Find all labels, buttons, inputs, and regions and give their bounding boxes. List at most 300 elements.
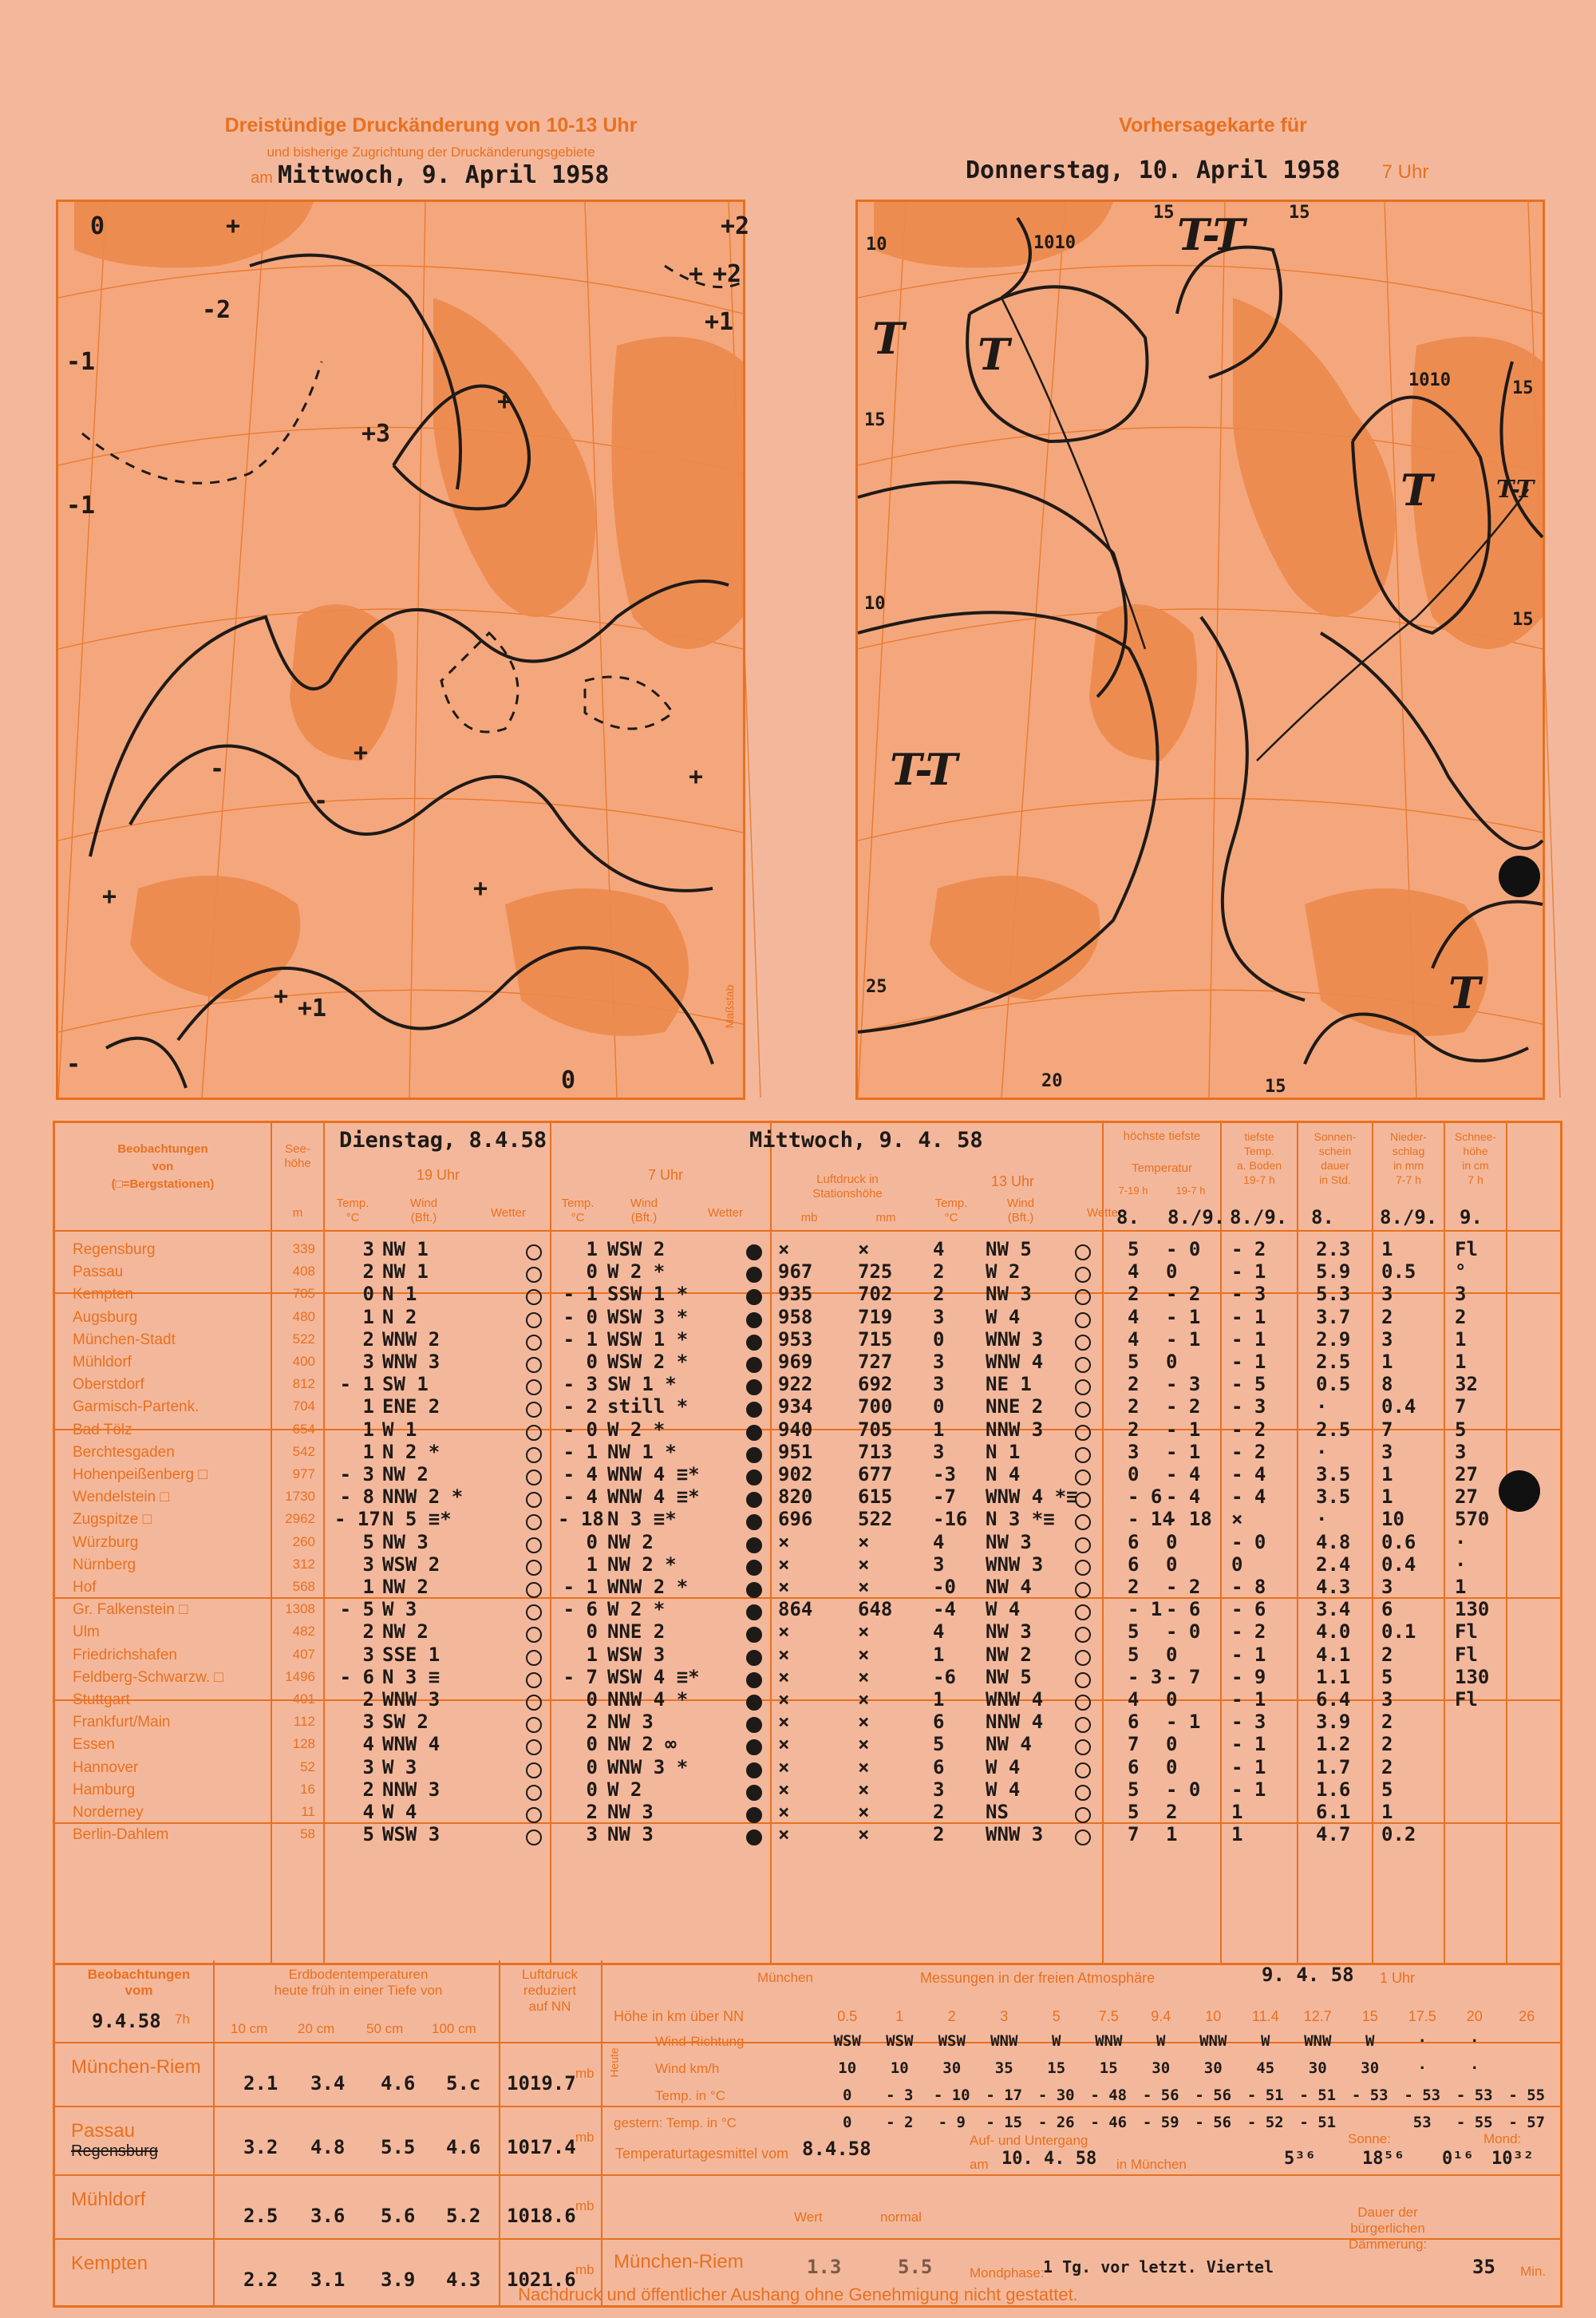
atmo-tc: - 53	[1456, 2087, 1493, 2104]
atmo-wk: ·	[1470, 2059, 1479, 2077]
atmo-tc: - 17	[986, 2087, 1023, 2104]
cell-mb: ×	[778, 1530, 790, 1553]
cell-bod: - 3	[1231, 1711, 1266, 1734]
cell-rr: 3	[1381, 1440, 1393, 1463]
weather-symbol-sym13	[1075, 1425, 1091, 1441]
cell-w7: WSW 2	[607, 1238, 666, 1260]
cell-max: 7	[1128, 1733, 1140, 1756]
cell-w19: ENE 2	[382, 1395, 440, 1418]
weather-symbol-sym13	[1075, 1379, 1091, 1395]
atmo-wr: ·	[1470, 2032, 1479, 2050]
cell-min: - 7	[1166, 1665, 1201, 1688]
svg-text:+1: +1	[705, 308, 734, 336]
weather-symbol-sym13	[1075, 1560, 1091, 1576]
station-height: 1496	[285, 1668, 315, 1684]
cell-rr: 0.6	[1381, 1530, 1416, 1553]
sonne-unter: 18⁵⁶	[1362, 2149, 1404, 2169]
cell-w7: NW 2	[607, 1530, 654, 1553]
cell-max: - 3	[1128, 1665, 1163, 1688]
hdr-7uhr: 7 Uhr	[647, 1167, 683, 1183]
station-name: Passau	[73, 1264, 124, 1281]
weather-symbol-sym13	[1075, 1289, 1091, 1305]
station-height: 16	[300, 1781, 315, 1797]
cell-max: 5	[1128, 1620, 1140, 1644]
cell-t7: - 18	[558, 1508, 604, 1531]
punch-hole-top	[1499, 856, 1540, 897]
cell-t13: -6	[933, 1665, 956, 1688]
svg-text:+: +	[102, 883, 117, 911]
cell-bod: - 1	[1231, 1351, 1266, 1373]
hdr-wind7: Wind (Bft.)	[630, 1197, 658, 1224]
mb-unit: mb	[575, 2262, 595, 2277]
cell-mb: 696	[778, 1508, 813, 1531]
cell-max: 6	[1128, 1755, 1140, 1778]
cell-w7: NW 2 *	[607, 1553, 677, 1576]
cell-t13: 3	[933, 1305, 945, 1328]
wind-richtung-label: Wind-Richtung	[655, 2034, 745, 2049]
cell-t19: 5	[362, 1823, 374, 1846]
weather-symbol-sym7	[746, 1312, 762, 1328]
cell-t7: - 3	[563, 1373, 598, 1396]
cell-mm: ×	[858, 1553, 870, 1576]
svg-text:-: -	[210, 755, 225, 783]
dauer-label: Dauer der bürgerlichen Dämmerung:	[1348, 2205, 1428, 2252]
cell-t13: 3	[933, 1440, 945, 1463]
weather-symbol-sym7	[746, 1335, 762, 1351]
svg-text:-1: -1	[66, 492, 96, 520]
atmo-tg: 0	[843, 2114, 852, 2131]
weather-symbol-sym13	[1075, 1514, 1091, 1530]
weather-symbol-sym7	[746, 1425, 762, 1441]
cell-max: 2	[1128, 1283, 1140, 1306]
weather-symbol-sym13	[1075, 1829, 1091, 1845]
left-map-am: am	[251, 169, 273, 187]
hdr-range2: 19-7 h	[1175, 1185, 1206, 1197]
weather-symbol-sym13	[1075, 1739, 1091, 1755]
weather-symbol-sym19	[526, 1312, 542, 1328]
weather-symbol-sym13	[1075, 1785, 1091, 1801]
svg-text:+: +	[473, 875, 488, 903]
mb-unit: mb	[575, 2130, 595, 2145]
station-height: 704	[292, 1398, 315, 1414]
cell-bod: - 3	[1231, 1395, 1266, 1418]
cell-t7: 2	[586, 1711, 598, 1734]
soil-value: 1021.6	[507, 2269, 576, 2291]
cell-bod: - 6	[1231, 1598, 1266, 1621]
cell-t7: 0	[586, 1778, 598, 1801]
cell-w7: SW 1 *	[607, 1373, 677, 1396]
svg-text:-1: -1	[66, 348, 96, 376]
station-name: Frankfurt/Main	[73, 1714, 171, 1731]
cell-max: 2	[1128, 1395, 1140, 1418]
weather-symbol-sym13	[1075, 1762, 1091, 1778]
cell-w19: SW 2	[382, 1711, 429, 1734]
station-height: 482	[292, 1624, 315, 1640]
cell-max: 3	[1128, 1440, 1140, 1463]
in-muenchen-label: in München	[1116, 2157, 1187, 2172]
dauer-value: 35	[1472, 2256, 1495, 2278]
svg-text:15: 15	[1512, 610, 1534, 630]
cell-max: - 6	[1128, 1485, 1163, 1509]
station-height: 542	[292, 1443, 315, 1459]
atmo-wr: W	[1365, 2032, 1375, 2050]
weather-symbol-sym7	[746, 1829, 762, 1845]
atmo-tg: - 55	[1456, 2114, 1493, 2131]
cell-w7: W 2 *	[607, 1598, 666, 1621]
soil-value: 2.1	[243, 2072, 279, 2095]
cell-t13: 4	[933, 1238, 945, 1260]
svg-text:15: 15	[1265, 1077, 1286, 1097]
atmo-heights: 3	[1000, 2008, 1009, 2024]
atmo-wk: 10	[838, 2059, 857, 2077]
cell-w13: NNW 3	[986, 1418, 1044, 1441]
weather-symbol-sym19	[526, 1335, 542, 1351]
cell-bod: - 2	[1231, 1620, 1266, 1644]
weather-symbol-sym7	[746, 1379, 762, 1395]
atmo-heights: 11.4	[1251, 2008, 1279, 2024]
left-map	[56, 200, 750, 1100]
atmo-heights: 10	[1205, 2008, 1222, 2024]
cell-rr: 10	[1381, 1508, 1404, 1531]
cell-sn: 1	[1455, 1327, 1467, 1351]
cell-mm: 700	[858, 1395, 893, 1418]
cell-w13: NE 1	[986, 1373, 1032, 1396]
cell-bod: - 0	[1231, 1530, 1266, 1553]
cell-rr: 7	[1381, 1418, 1393, 1441]
atmo-tc: - 10	[933, 2087, 970, 2104]
soil-value: 2.2	[243, 2269, 279, 2291]
cell-mm: 719	[858, 1305, 893, 1328]
station-height: 52	[300, 1758, 315, 1774]
cell-mb: ×	[778, 1553, 790, 1576]
atmo-tg: - 57	[1508, 2114, 1546, 2131]
cell-sn: 2	[1455, 1305, 1467, 1328]
cell-mm: ×	[858, 1620, 870, 1644]
right-map-title: Vorhersagekarte für	[1119, 114, 1307, 136]
hdr-beob: Beobachtungen	[117, 1142, 208, 1156]
soil-value: 5.c	[446, 2072, 481, 2095]
weather-symbol-sym7	[746, 1604, 762, 1620]
station-name: Hof	[73, 1579, 97, 1596]
weather-symbol-sym19	[526, 1514, 542, 1530]
cell-max: - 1	[1128, 1598, 1163, 1621]
cell-min: 0	[1166, 1553, 1178, 1576]
weather-symbol-sym19	[526, 1244, 542, 1260]
weather-symbol-sym19	[526, 1447, 542, 1463]
cell-w19: WNW 3	[382, 1688, 440, 1711]
soil-value: 1019.7	[507, 2072, 576, 2095]
cell-sun: 6.4	[1316, 1688, 1351, 1711]
cell-t13: 2	[933, 1801, 945, 1823]
station-height: 1730	[285, 1489, 315, 1505]
atmo-wr: WSW	[938, 2032, 966, 2050]
soil-value: 4.6	[381, 2072, 416, 2095]
mondphase-label: Mondphase:	[970, 2265, 1045, 2280]
cell-mb: 820	[778, 1485, 813, 1509]
cell-t7: - 4	[563, 1485, 598, 1509]
cell-sn: 32	[1455, 1373, 1478, 1396]
cell-t13: 2	[933, 1823, 945, 1846]
messungen-label: Messungen in der freien Atmosphäre	[920, 1970, 1156, 1986]
svg-text:+2: +2	[721, 212, 750, 240]
station-name: Regensburg	[73, 1241, 156, 1258]
svg-text:+: +	[689, 763, 704, 791]
cell-t7: 1	[586, 1553, 598, 1576]
station-name: München-Stadt	[73, 1331, 176, 1348]
cell-t7: 0	[586, 1733, 598, 1756]
weather-symbol-sym19	[526, 1627, 542, 1643]
hdr-temperatur: Temperatur	[1132, 1161, 1192, 1175]
cell-max: 5	[1128, 1351, 1140, 1373]
cell-w7: WSW 1 *	[607, 1327, 689, 1351]
cell-w13: NNW 4	[986, 1711, 1044, 1734]
weather-symbol-sym13	[1075, 1492, 1091, 1508]
weather-symbol-sym7	[746, 1492, 762, 1508]
cell-sn: Fl	[1455, 1643, 1478, 1666]
cell-t19: - 3	[339, 1463, 374, 1485]
weather-symbol-sym13	[1075, 1537, 1091, 1553]
cell-t7: - 6	[563, 1598, 598, 1621]
weather-symbol-sym19	[526, 1739, 542, 1755]
atmo-wk: 30	[1308, 2059, 1327, 2077]
cell-mb: ×	[778, 1665, 790, 1688]
cell-bod: - 1	[1231, 1643, 1266, 1666]
station-name: Berchtesgaden	[73, 1443, 175, 1461]
atmo-tg: - 51	[1299, 2114, 1337, 2131]
cell-w13: NW 3	[986, 1283, 1032, 1306]
left-map-subtitle: und bisherige Zugrichtung der Druckänderungsgebiete	[267, 144, 595, 160]
soil-value: 3.6	[310, 2205, 346, 2227]
riem-label: München-Riem	[614, 2251, 744, 2273]
hdr-d2: 8./9.	[1167, 1206, 1226, 1228]
hdr-d5: 8./9.	[1380, 1206, 1438, 1228]
cell-sn: Fl	[1455, 1688, 1478, 1711]
svg-text:10: 10	[864, 594, 886, 614]
hdr-day1: Dienstag, 8.4.58	[339, 1128, 547, 1153]
cell-mb: ×	[778, 1238, 790, 1260]
cell-w7: NW 2 ∞	[607, 1733, 677, 1756]
heute-label: Heute	[607, 2047, 621, 2078]
weather-symbol-sym19	[526, 1604, 542, 1620]
cell-mb: 953	[778, 1327, 813, 1351]
station-name: Bad Tölz	[73, 1421, 132, 1438]
weather-symbol-sym13	[1075, 1244, 1091, 1260]
cell-bod: - 3	[1231, 1283, 1266, 1306]
weather-symbol-sym7	[746, 1447, 762, 1463]
cell-min: - 18	[1166, 1508, 1212, 1531]
station-name: Mühldorf	[73, 1354, 132, 1371]
cell-mb: ×	[778, 1778, 790, 1801]
cell-rr: 1	[1381, 1238, 1393, 1260]
cell-w19: WNW 3	[382, 1351, 440, 1373]
cell-w7: WSW 2 *	[607, 1351, 689, 1373]
cell-min: - 4	[1166, 1485, 1201, 1509]
cell-bod: - 1	[1231, 1327, 1266, 1351]
cell-rr: 2	[1381, 1305, 1393, 1328]
station-height: 312	[292, 1556, 315, 1572]
cell-sun: 3.5	[1316, 1485, 1351, 1509]
cell-bod: - 5	[1231, 1373, 1266, 1396]
cell-sn: 27	[1455, 1485, 1478, 1509]
cell-sn: 1	[1455, 1351, 1467, 1373]
weather-symbol-sym13	[1075, 1470, 1091, 1485]
left-map-drawing	[58, 202, 750, 1098]
cell-w19: N 1	[382, 1283, 417, 1306]
mondphase-value: 1 Tg. vor letzt. Viertel	[1043, 2257, 1274, 2276]
cell-t13: 2	[933, 1260, 945, 1284]
cell-t19: 3	[362, 1755, 374, 1778]
cell-min: - 2	[1166, 1576, 1201, 1598]
hdr-luft: Luftdruck in Stationshöhe	[812, 1173, 883, 1201]
svg-text:+: +	[689, 260, 704, 288]
cell-t13: 2	[933, 1283, 945, 1306]
cell-bod: 1	[1231, 1801, 1243, 1823]
cell-t19: 3	[362, 1711, 374, 1734]
bottom-section	[53, 1960, 1562, 2308]
cell-min: - 0	[1166, 1778, 1201, 1801]
right-map-drawing	[858, 202, 1543, 1098]
station-name: Hannover	[73, 1758, 139, 1776]
svg-text:1010: 1010	[1033, 233, 1076, 253]
cell-t13: -7	[933, 1485, 956, 1509]
atmo-wr: WSW	[833, 2032, 861, 2050]
cell-w13: WNW 4	[986, 1688, 1044, 1711]
cell-t19: 4	[362, 1733, 374, 1756]
atmo-tc: - 3	[886, 2087, 914, 2104]
cell-bod: - 4	[1231, 1463, 1266, 1485]
soil-value: 5.6	[381, 2205, 416, 2227]
soil-station-name: Kempten	[71, 2253, 148, 2274]
punch-hole-bottom	[1499, 1470, 1540, 1512]
cell-sn: 27	[1455, 1463, 1478, 1485]
atmo-tc: 0	[843, 2087, 852, 2104]
cell-t19: - 17	[334, 1508, 381, 1531]
cell-sun: 4.8	[1316, 1530, 1351, 1553]
cell-t13: 3	[933, 1351, 945, 1373]
mond-label: Mond:	[1483, 2131, 1522, 2146]
cell-sn: 1	[1455, 1576, 1467, 1598]
atmo-tc: - 30	[1037, 2087, 1075, 2104]
cell-t7: - 0	[563, 1418, 598, 1441]
cell-t13: 6	[933, 1711, 945, 1734]
weather-symbol-sym19	[526, 1672, 542, 1688]
hdr-wetter7: Wetter	[708, 1206, 743, 1220]
weather-symbol-sym7	[746, 1267, 762, 1283]
cell-sun: 6.1	[1316, 1801, 1351, 1823]
station-height: 260	[292, 1533, 315, 1549]
cell-w19: NW 2	[382, 1620, 429, 1644]
station-height: 977	[292, 1466, 315, 1481]
cell-max: 5	[1128, 1238, 1140, 1260]
weather-symbol-sym7	[746, 1357, 762, 1373]
cell-t13: -16	[933, 1508, 968, 1531]
cell-sn: 7	[1455, 1395, 1467, 1418]
cell-t19: 1	[362, 1440, 374, 1463]
cell-bod: - 1	[1231, 1778, 1266, 1801]
cell-max: 6	[1128, 1530, 1140, 1553]
weather-symbol-sym7	[746, 1717, 762, 1733]
soil-station-name: Mühldorf	[71, 2189, 146, 2210]
cell-mm: 677	[858, 1463, 893, 1485]
cell-rr: 8	[1381, 1373, 1393, 1396]
cell-mm: ×	[858, 1530, 870, 1553]
cell-bod: - 8	[1231, 1576, 1266, 1598]
cell-mm: 705	[858, 1418, 893, 1441]
cell-t7: - 1	[563, 1576, 598, 1598]
cell-rr: 0.4	[1381, 1395, 1416, 1418]
atmo-tc: - 53	[1351, 2087, 1389, 2104]
cell-t19: 4	[362, 1801, 374, 1823]
atmo-heights: 7.5	[1098, 2008, 1119, 2024]
hdr-nieder: Nieder- schlag in mm 7-7 h	[1390, 1130, 1427, 1186]
cell-t19: 1	[362, 1395, 374, 1418]
cell-mm: 692	[858, 1373, 893, 1396]
atmo-heights: 26	[1519, 2008, 1535, 2024]
cell-w7: NNE 2	[607, 1620, 666, 1644]
cell-mm: ×	[858, 1778, 870, 1801]
cell-w13: NW 4	[986, 1576, 1032, 1598]
cell-t19: 5	[362, 1530, 374, 1553]
cell-t13: 1	[933, 1688, 945, 1711]
svg-text:20: 20	[1041, 1071, 1063, 1091]
cell-max: 0	[1128, 1463, 1140, 1485]
cell-max: 5	[1128, 1801, 1140, 1823]
cell-w19: N 5 ≡*	[382, 1508, 452, 1531]
soil-value: 5.5	[381, 2136, 416, 2158]
svg-text:T-T: T-T	[890, 744, 958, 795]
cell-sun: 5.3	[1316, 1283, 1351, 1306]
cell-min: - 2	[1166, 1395, 1201, 1418]
cell-t7: - 4	[563, 1463, 598, 1485]
cell-min: - 4	[1166, 1463, 1201, 1485]
cell-mm: 715	[858, 1327, 893, 1351]
svg-text:T: T	[1448, 967, 1481, 1019]
cell-sun: 2.5	[1316, 1351, 1351, 1373]
cell-sun: 2.4	[1316, 1553, 1351, 1576]
weather-symbol-sym7	[746, 1514, 762, 1530]
cell-sun: 4.0	[1316, 1620, 1351, 1644]
hdr-see: See- höhe	[284, 1142, 311, 1170]
cell-mm: ×	[858, 1688, 870, 1711]
cell-bod: - 4	[1231, 1485, 1266, 1509]
cell-bod: 1	[1231, 1823, 1243, 1846]
atmo-heights: 20	[1466, 2008, 1483, 2024]
station-height: 128	[292, 1736, 315, 1752]
cell-bod: - 1	[1231, 1733, 1266, 1756]
cell-w13: N 1	[986, 1440, 1021, 1463]
cell-w7: SSW 1 *	[607, 1283, 689, 1306]
cell-t13: 6	[933, 1755, 945, 1778]
atmo-tc: - 51	[1246, 2087, 1284, 2104]
cell-t7: 1	[586, 1238, 598, 1260]
cell-mm: 725	[858, 1260, 893, 1284]
cell-sn: ·	[1455, 1553, 1467, 1576]
atmo-wr: WSW	[886, 2032, 914, 2050]
cell-mm: 727	[858, 1351, 893, 1373]
cell-min: - 6	[1166, 1598, 1201, 1621]
svg-text:T: T	[872, 313, 905, 364]
cell-min: - 1	[1166, 1711, 1201, 1734]
atmo-wk: 10	[890, 2059, 909, 2077]
hdr-wetter19: Wetter	[491, 1206, 526, 1220]
soil-value: 4.3	[446, 2269, 481, 2291]
hdr-wind19: Wind (Bft.)	[409, 1197, 438, 1224]
hdr-19uhr: 19 Uhr	[416, 1167, 460, 1183]
cell-t7: 3	[586, 1823, 598, 1846]
cell-rr: 3	[1381, 1327, 1393, 1351]
weather-symbol-sym19	[526, 1762, 542, 1778]
cell-w7: WSW 3	[607, 1643, 666, 1666]
